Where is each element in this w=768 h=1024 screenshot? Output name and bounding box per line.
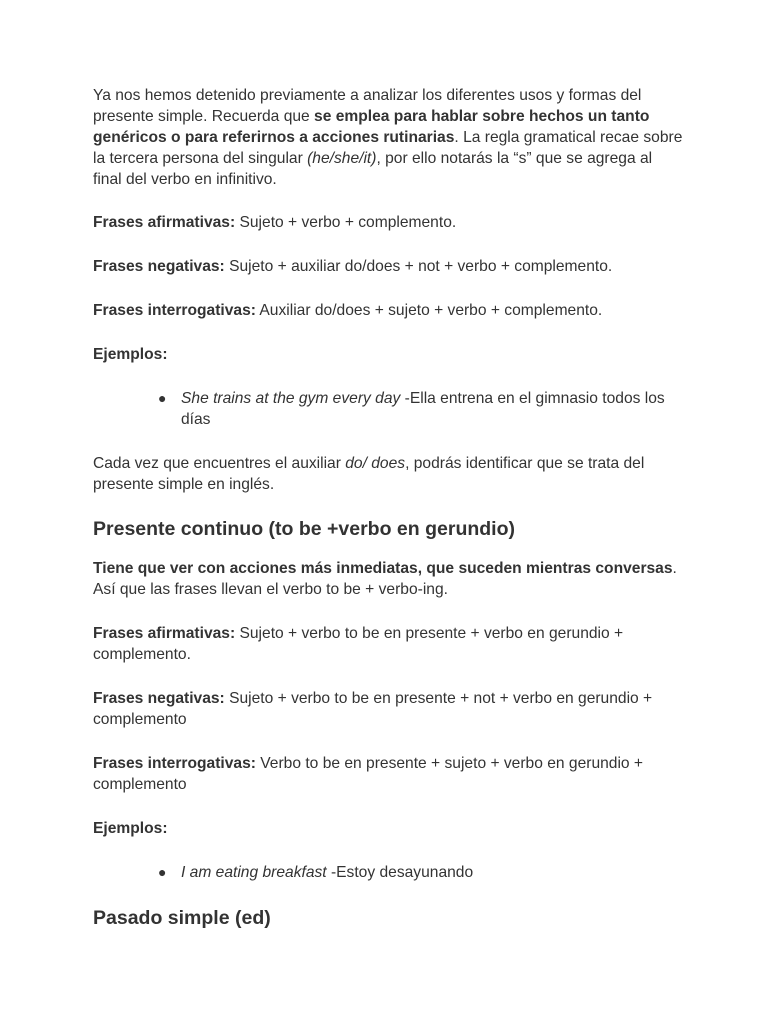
continuous-affirmative-rule: Frases afirmativas: Sujeto + verbo to be en presente + verbo en gerundio + complemento. — [93, 625, 624, 663]
list-item — [93, 388, 683, 430]
continuous-heading: Presente continuo (to be +verbo en gerundio) — [93, 518, 516, 540]
continuous-negative-rule: Frases negativas: Sujeto + verbo to be en presente + not + verbo en gerundio + complemento — [93, 690, 653, 728]
simple-examples-list — [93, 388, 683, 430]
simple-affirmative-rule: Frases afirmativas: Sujeto + verbo + complemento. — [93, 214, 457, 231]
past-simple-heading: Pasado simple (ed) — [93, 907, 271, 929]
example-english: I am eating breakfast — [181, 864, 327, 881]
bullet-icon: ● — [158, 390, 167, 406]
continuous-examples-label: Ejemplos: — [93, 820, 168, 837]
continuous-intro: Tiene que ver con acciones más inmediatas, que suceden mientras conversas. Así que las frases llevan el verbo to be + verbo-ing. — [93, 560, 677, 598]
simple-interrogative-rule: Frases interrogativas: Auxiliar do/does + sujeto + verbo + complemento. — [93, 302, 603, 319]
example-english: She trains at the gym every day — [181, 390, 401, 407]
simple-examples-label: Ejemplos: — [93, 346, 168, 363]
continuous-interrogative-rule: Frases interrogativas: Verbo to be en presente + sujeto + verbo en gerundio + complemento — [93, 755, 644, 793]
example-spanish: -Estoy desayunando — [326, 864, 474, 881]
bullet-icon: ● — [158, 864, 167, 880]
intro-paragraph: Ya nos hemos detenido previamente a analizar los diferentes usos y formas del presente simple. Recuerda que se emplea para hablar sobre hechos un tanto genéricos o para referirnos a acciones rutinarias. La regla gramatical recae sobre la tercera persona del singular (he/she/it), por ello notarás la “s” que se agrega al final del verbo en infinitivo. — [93, 87, 683, 188]
auxiliary-note: Cada vez que encuentres el auxiliar do/ does, podrás identificar que se trata del presente simple en inglés. — [93, 455, 645, 493]
continuous-examples-list — [93, 862, 683, 883]
list-item — [93, 862, 683, 883]
intro-emphasis: se emplea para hablar sobre hechos un tanto genéricos o para referirnos a acciones rutinarias — [93, 108, 650, 146]
example-spanish: -Ella entrena en el gimnasio todos los días — [181, 390, 665, 428]
document-content — [93, 85, 683, 931]
pronouns-italic: (he/she/it) — [307, 150, 377, 167]
simple-negative-rule: Frases negativas: Sujeto + auxiliar do/does + not + verbo + complemento. — [93, 258, 613, 275]
